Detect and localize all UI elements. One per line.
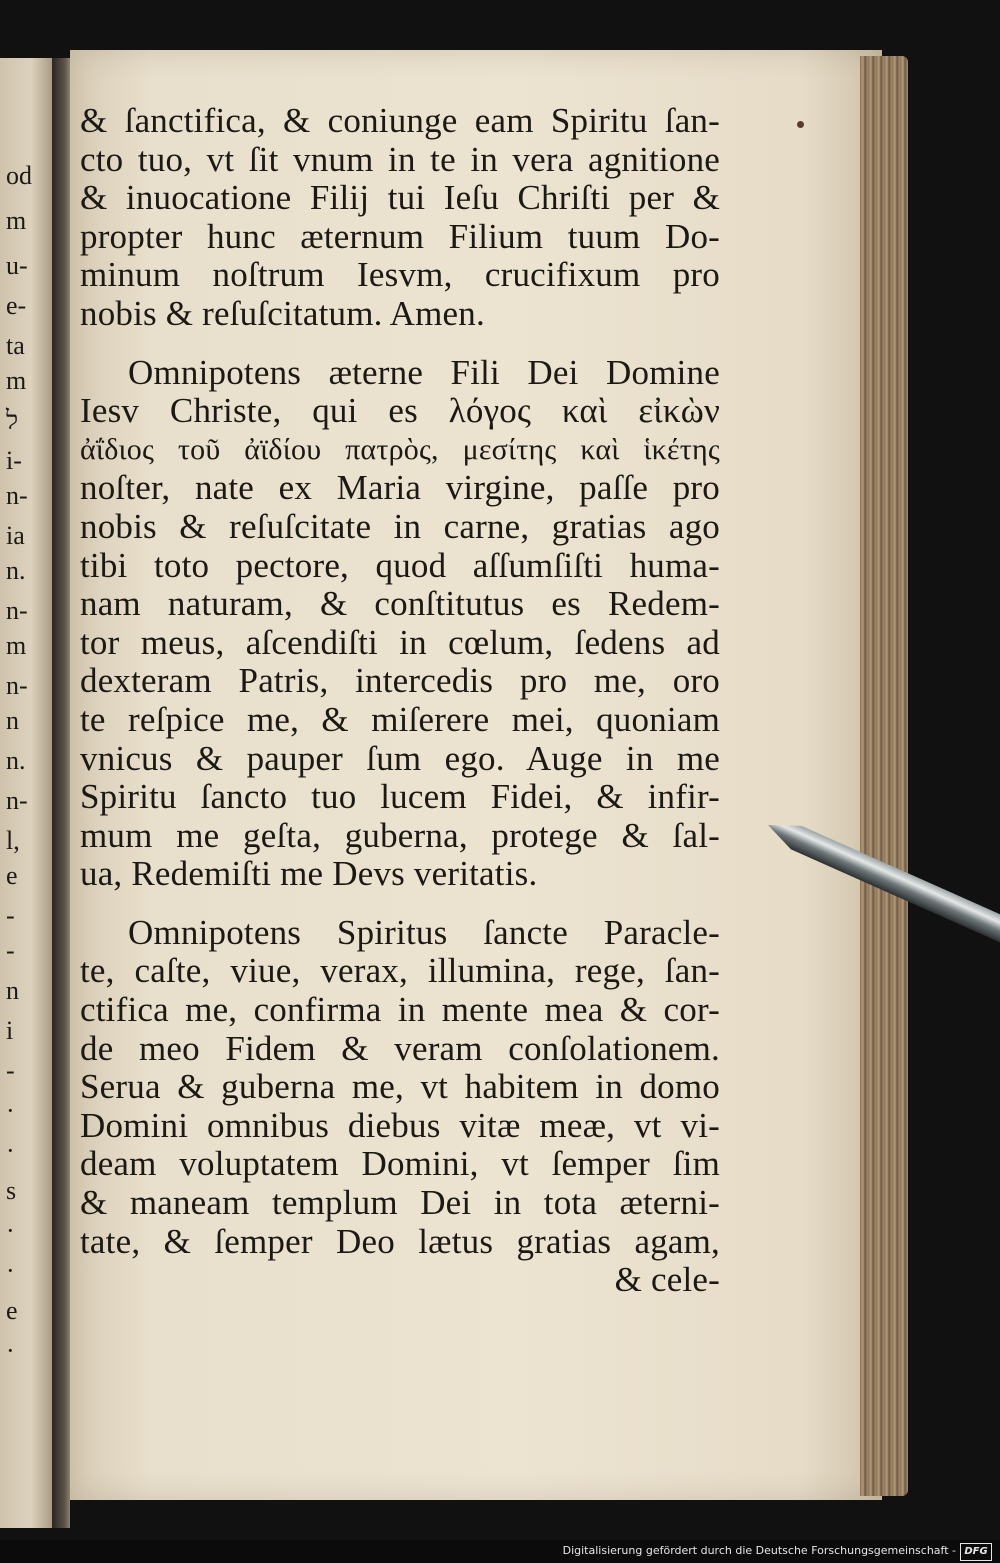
- facing-page-fragment: ל: [6, 406, 19, 435]
- text-line: tibi toto pectore, quod aſſumſiſti huma-: [80, 545, 720, 585]
- text-line: noſter, nate ex Maria virgine, paſſe pro: [80, 468, 720, 508]
- text-line: ua, Redemiſti me Devs veritatis.: [80, 854, 538, 894]
- facing-page-left: [0, 58, 52, 1528]
- text-line: tor meus, aſcendiſti in cœlum, ſedens ad: [80, 622, 720, 662]
- text-line: nobis & reſuſcitate in carne, gratias ago: [80, 506, 720, 546]
- facing-page-fragment: ·: [6, 1096, 15, 1125]
- facing-page-fragment: m: [6, 631, 27, 660]
- facing-page-fragment: n.: [6, 746, 26, 775]
- facing-page-fragment: e-: [6, 291, 27, 320]
- text-line: deam voluptatem Domini, vt ſemper ſim: [80, 1144, 720, 1184]
- facing-page-fragment: ·: [6, 1256, 15, 1285]
- text-line: Iesv Christe, qui es λόγος καὶ εἰκὼν: [80, 391, 720, 431]
- page-edges: [860, 56, 908, 1496]
- text-line: vnicus & pauper ſum ego. Auge in me: [80, 738, 720, 778]
- facing-page-fragment: i-: [6, 446, 22, 475]
- text-line: ctifica me, confirma in mente mea & cor-: [80, 990, 720, 1030]
- facing-page-fragment: n-: [6, 786, 28, 815]
- facing-page-fragment: ta: [6, 331, 25, 360]
- ink-speck: [797, 121, 804, 128]
- facing-page-fragment: n: [6, 706, 19, 735]
- facing-page-fragment: e: [6, 861, 18, 890]
- paragraph-gap: [80, 334, 720, 354]
- facing-page-fragment: n-: [6, 481, 28, 510]
- text-line: te reſpice me, & miſerere mei, quoniam: [80, 699, 720, 739]
- paragraph-gap: [80, 894, 720, 914]
- text-line: dexteram Patris, intercedis pro me, oro: [80, 661, 720, 701]
- book-gutter: [52, 58, 70, 1528]
- page-text: [80, 102, 720, 1300]
- facing-page-fragment: ·: [6, 1216, 15, 1245]
- greek-text-line: ἀΐδιος τοῦ ἀϊδίου πατρὸς, μεσίτης καὶ ἱκέτης: [80, 432, 720, 466]
- facing-page-fragment: u-: [6, 251, 28, 280]
- facing-page-fragment: -: [6, 901, 15, 930]
- text-line: Domini omnibus diebus vitæ meæ, vt vi-: [80, 1105, 720, 1145]
- text-line: Serua & guberna me, vt habitem in domo: [80, 1067, 720, 1107]
- facing-page-fragment: n.: [6, 556, 26, 585]
- facing-page-fragment: e: [6, 1296, 18, 1325]
- facing-page-fragment: ia: [6, 521, 25, 550]
- text-line: propter hunc æternum Filium tuum Do-: [80, 216, 720, 256]
- facing-page-fragment: s: [6, 1176, 17, 1205]
- text-line: & inuocatione Filij tui Ieſu Chriſti per &: [80, 178, 720, 218]
- text-line: de meo Fidem & veram conſolationem.: [80, 1028, 720, 1068]
- facing-page-fragment: n: [6, 976, 19, 1005]
- footer-bar: [0, 1540, 1000, 1563]
- text-line: & maneam templum Dei in tota æterni-: [80, 1183, 720, 1223]
- text-line: nam naturam, & conſtitutus es Redem-: [80, 584, 720, 624]
- facing-page-fragment: od: [6, 161, 32, 190]
- text-line: tate, & ſemper Deo lætus gratias agam,: [80, 1221, 720, 1261]
- facing-page-fragment: -: [6, 936, 15, 965]
- text-line: cto tuo, vt ſit vnum in te in vera agnitione: [80, 139, 720, 179]
- facing-page-fragment: n-: [6, 671, 28, 700]
- text-line: te, caſte, viue, verax, illumina, rege, ſan-: [80, 951, 720, 991]
- text-line: Omnipotens Spiritus ſancte Paracle-: [128, 912, 720, 952]
- dfg-logo-icon: DFG: [960, 1543, 992, 1561]
- facing-page-fragment: ·: [6, 1136, 15, 1165]
- facing-page-fragment: i: [6, 1016, 14, 1045]
- text-line: nobis & reſuſcitatum. Amen.: [80, 293, 485, 333]
- facing-page-fragment: l,: [6, 826, 20, 855]
- text-line: & ſanctifica, & coniunge eam Spiritu ſan-: [80, 101, 720, 140]
- facing-page-fragment: m: [6, 206, 27, 235]
- catchword: & cele-: [614, 1260, 720, 1300]
- facing-page-fragment: n-: [6, 596, 28, 625]
- text-line: Omnipotens æterne Fili Dei Domine: [128, 352, 720, 392]
- digitization-credit: Digitalisierung gefördert durch die Deutsche Forschungsgemeinschaft -: [562, 1544, 956, 1557]
- text-line: Spiritu ſancto tuo lucem Fidei, & infir-: [80, 777, 720, 817]
- facing-page-fragment: -: [6, 1056, 15, 1085]
- facing-page-fragment: ·: [6, 1336, 15, 1365]
- facing-page-fragment: m: [6, 366, 27, 395]
- text-line: minum noſtrum Iesvm, crucifixum pro: [80, 255, 720, 295]
- text-line: mum me geſta, guberna, protege & ſal-: [80, 815, 720, 855]
